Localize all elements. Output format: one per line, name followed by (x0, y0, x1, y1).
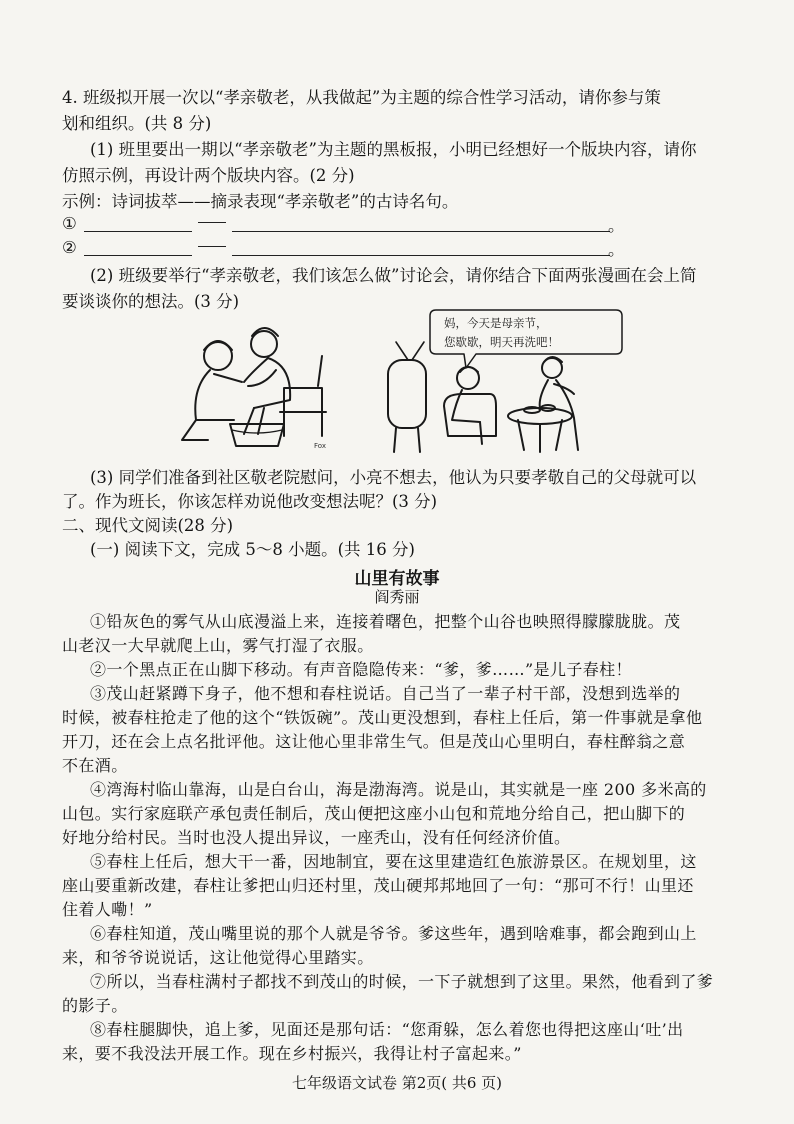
answer-blank-1-content[interactable] (232, 231, 610, 232)
q4-part1-line2: 仿照示例，再设计两个版块内容。(2 分) (62, 166, 355, 185)
q4-part2-line2: 要谈谈你的想法。(3 分) (62, 292, 240, 311)
svg-text:Fox: Fox (314, 442, 326, 450)
story-title: 山里有故事 (354, 569, 440, 589)
story-line: ④湾海村临山靠海，山是白台山，海是渤海湾。说是山，其实就是一座 200 多米高的 (90, 780, 707, 799)
story-line: 时候，被春柱抢走了他的这个“铁饭碗”。茂山更没想到，春柱上任后，第一件事就是拿他 (62, 708, 703, 727)
story-line: 开刀，还在会上点名批评他。这让他心里非常生气。但是茂山心里明白，春柱醉翁之意 (62, 732, 686, 751)
story-line: 的影子。 (62, 996, 128, 1015)
q4-part1-line1: (1) 班里要出一期以“孝亲敬老”为主题的黑板报，小明已经想好一个版块内容，请你 (90, 140, 697, 159)
page-footer: 七年级语文试卷 第2页( 共6 页) (291, 1074, 503, 1092)
story-line: ⑥春柱知道，茂山嘴里说的那个人就是爷爷。爹这些年，遇到啥难事，都会跑到山上 (90, 924, 697, 943)
q4-example: 示例：诗词拔萃——摘录表现“孝亲敬老”的古诗名句。 (62, 192, 459, 211)
story-line: 山包。实行家庭联产承包责任制后，茂山便把这座小山包和荒地分给自己，把山脚下的 (62, 804, 686, 823)
cartoon-bubble-line1: 妈，今天是母亲节， (444, 316, 548, 330)
story-line: 不在酒。 (62, 756, 128, 775)
story-line: ③茂山赶紧蹲下身子，他不想和春柱说话。自己当了一辈子村干部，没想到选举的 (90, 684, 681, 703)
answer-blank-2-dash (198, 246, 226, 247)
cartoon-mothers-day (378, 302, 628, 462)
story-line: 座山要重新改建，春柱让爹把山归还村里，茂山硬邦邦地回了一句：“那可不行！山里还 (62, 876, 694, 895)
q4-prompt-line2: 划和组织。(共 8 分) (62, 114, 212, 133)
story-author: 阎秀丽 (374, 588, 420, 606)
story-line: 来，和爷爷说说话，这让他觉得心里踏实。 (62, 948, 374, 967)
story-line: ①铅灰色的雾气从山底漫溢上来，连接着曙色，把整个山谷也映照得朦朦胧胧。茂 (90, 612, 681, 631)
story-line: 山老汉一大早就爬上山，雾气打湿了衣服。 (62, 636, 374, 655)
q4-prompt-line1: 4. 班级拟开展一次以“孝亲敬老，从我做起”为主题的综合性学习活动，请你参与策 (62, 88, 661, 107)
answer-blank-1-dash (198, 222, 226, 223)
answer-blank-1-number: ① (62, 214, 77, 233)
answer-blank-2-end: 。 (608, 240, 625, 259)
story-line: 来，要不我没法开展工作。现在乡村振兴，我得让村子富起来。” (62, 1044, 522, 1063)
cartoon-child-washing-feet (172, 316, 352, 456)
story-line: ②一个黑点正在山脚下移动。有声音隐隐传来：“爹，爹……”是儿子春柱！ (90, 660, 632, 679)
q4-part3-line1: (3) 同学们准备到社区敬老院慰问，小亮不想去，他认为只要孝敬自己的父母就可以 (90, 468, 697, 487)
answer-blank-2-number: ② (62, 238, 77, 257)
q4-part3-line2: 了。作为班长，你该怎样劝说他改变想法呢？(3 分) (62, 492, 438, 511)
story-line: ⑧春柱腿脚快，追上爹，见面还是那句话：“您甭躲，怎么着您也得把这座山‘吐’出 (90, 1020, 684, 1039)
answer-blank-1-title[interactable] (84, 231, 192, 232)
answer-blank-1-end: 。 (608, 216, 625, 235)
q4-part2-line1: (2) 班级要举行“孝亲敬老，我们该怎么做”讨论会，请你结合下面两张漫画在会上简 (90, 266, 697, 285)
story-line: 住着人嘞！” (62, 900, 153, 919)
story-line: ⑦所以，当春柱满村子都找不到茂山的时候，一下子就想到了这里。果然，他看到了爹 (90, 972, 714, 991)
cartoon-bubble-line2: 您歇歇，明天再洗吧！ (444, 335, 559, 349)
section-heading: 二、现代文阅读(28 分) (62, 516, 234, 535)
story-line: ⑤春柱上任后，想大干一番，因地制宜，要在这里建造红色旅游景区。在规划里，这 (90, 852, 697, 871)
story-line: 好地分给村民。当时也没人提出异议，一座秃山，没有任何经济价值。 (62, 828, 571, 847)
answer-blank-2-content[interactable] (232, 255, 610, 256)
answer-blank-2-title[interactable] (84, 255, 192, 256)
section-subheading: (一) 阅读下文，完成 5～8 小题。(共 16 分) (90, 540, 415, 559)
